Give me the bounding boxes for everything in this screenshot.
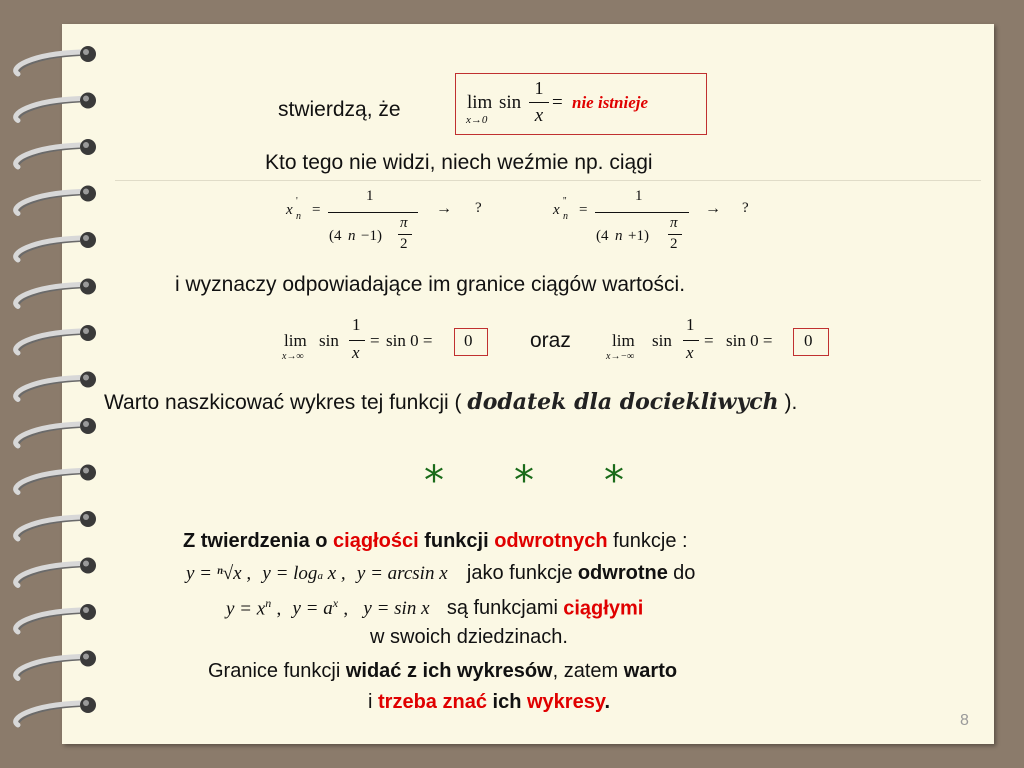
spiral-ring-shadow [18, 334, 80, 355]
lim1-subscript: x→∞ [282, 351, 304, 362]
seq2-two: 2 [670, 236, 678, 252]
seq2-equals: = [579, 202, 588, 218]
seq1-prime: ' [296, 196, 298, 207]
lim1-x: x [352, 343, 360, 362]
lim1-sin0: sin 0 = [386, 331, 433, 350]
theorem-l1-c: funkcji [424, 530, 489, 552]
formula-log: y = log [262, 563, 318, 584]
lim2-one: 1 [686, 315, 695, 334]
kto-tego-line: Kto tego nie widzi, niech weźmie np. ciągi [265, 151, 653, 174]
spiral-ring-shadow [18, 613, 80, 634]
binding-hole-highlight [83, 142, 89, 148]
seq1-pi-bar [398, 234, 412, 235]
sin-label: sin [499, 92, 522, 113]
lim2-result: 0 [804, 331, 813, 350]
lim2-equals: = [704, 331, 714, 350]
binding-hole-highlight [83, 468, 89, 474]
wyznaczy-line: i wyznaczy odpowiadające im granice ciągów wartości. [175, 273, 686, 296]
spiral-ring-shadow [18, 148, 80, 169]
warto-line [104, 389, 797, 415]
binding-hole-highlight [83, 96, 89, 102]
theorem-l3-t1: są funkcjami [446, 597, 558, 620]
lim1-result-box [454, 328, 488, 356]
lim2-subscript: x→−∞ [606, 351, 635, 362]
spiral-ring-shadow [18, 288, 80, 309]
sequence-xn-double-prime [553, 188, 763, 258]
binding-hole-highlight [83, 514, 89, 520]
theorem-l5-c: , zatem [552, 660, 619, 682]
theorem-l5-a: Granice funkcji [208, 660, 341, 682]
formula-power: y = x [226, 598, 266, 620]
spiral-ring-shadow [18, 474, 80, 495]
binding-hole-highlight [83, 700, 89, 706]
seq1-numerator: 1 [366, 188, 374, 204]
warto-pre: Warto naszkicować wykres tej funkcji ( [104, 391, 462, 414]
limit-box [455, 73, 707, 135]
seq2-pi-bar [668, 234, 682, 235]
lim2-sin0: sin 0 = [726, 331, 773, 350]
seq2-prime: '' [563, 196, 567, 207]
fraction-bar [529, 102, 549, 103]
formula-sin: y = sin x [363, 598, 430, 620]
theorem-line-1 [183, 530, 688, 553]
seq1-x: x [286, 202, 293, 218]
seq1-fraction-bar [328, 212, 418, 213]
seq2-fraction-bar [595, 212, 689, 213]
theorem-line-5 [208, 660, 677, 683]
theorem-l6-b: trzeba znać [378, 691, 487, 713]
binding-hole-highlight [83, 421, 89, 427]
theorem-l6-e: . [604, 691, 611, 713]
theorem-line-3 [226, 596, 643, 620]
spiral-ring-shadow [18, 567, 80, 588]
limit-plus-infinity [282, 313, 492, 373]
theorem-l5-b: widać z ich wykresów [345, 660, 553, 682]
theorem-l2-t1: jako funkcje [466, 562, 573, 584]
dodatek-link[interactable]: dodatek dla dociekliwych [467, 389, 779, 415]
formula-exp: y = a [292, 598, 333, 620]
binding-hole-highlight [83, 328, 89, 334]
binding-hole-highlight [83, 607, 89, 613]
lim1-fraction-bar [349, 340, 365, 341]
separator-line [115, 180, 981, 181]
binding-hole-highlight [83, 561, 89, 567]
star-1: * [424, 458, 444, 504]
theorem-l2-t2: odwrotne [577, 562, 668, 584]
seq2-numerator: 1 [635, 188, 643, 204]
lim1-result: 0 [464, 331, 473, 350]
seq1-den-a: (4 [329, 228, 342, 244]
seq2-arrow: → [705, 200, 721, 217]
lim2-sin: sin [652, 331, 672, 350]
lim1-equals: = [370, 331, 380, 350]
binding-hole-highlight [83, 282, 89, 288]
theorem-l3-t2: ciągłymi [563, 597, 644, 620]
spiral-ring-shadow [18, 660, 80, 681]
lim2-lim: lim [612, 331, 635, 350]
spiral-ring-shadow [18, 520, 80, 541]
spiral-ring-shadow [18, 102, 80, 123]
binding-hole-highlight [83, 375, 89, 381]
oraz-text: oraz [530, 329, 571, 352]
theorem-l1-a: Z twierdzenia o [183, 530, 328, 552]
star-2: * [514, 458, 534, 504]
spiral-ring-shadow [18, 427, 80, 448]
lim-label: lim [467, 92, 493, 113]
seq1-arrow: → [436, 200, 452, 217]
binding-hole-highlight [83, 49, 89, 55]
lim-subscript: x→0 [466, 114, 488, 126]
seq1-sub-n: n [296, 211, 301, 222]
formula-arcsin: y = arcsin x [356, 563, 448, 584]
lim2-result-box [793, 328, 829, 356]
spiral-binding [0, 0, 120, 768]
theorem-l6-c: ich [492, 691, 522, 713]
seq2-x: x [553, 202, 560, 218]
spiral-ring-shadow [18, 241, 80, 262]
warto-post: ). [784, 391, 798, 414]
spiral-ring-shadow [18, 706, 80, 727]
theorem-l1-b: ciągłości [333, 530, 419, 552]
seq2-den-n: n [615, 228, 623, 244]
equals-sign: = [552, 92, 563, 113]
lim1-sin: sin [319, 331, 339, 350]
lim2-fraction-bar [683, 340, 699, 341]
lim1-lim: lim [284, 331, 307, 350]
formula-exp-x: x [332, 596, 339, 610]
spiral-ring-shadow [18, 55, 80, 76]
lim1-one: 1 [352, 315, 361, 334]
theorem-line-2 [186, 562, 695, 585]
seq2-pi: π [670, 215, 678, 231]
frac-denominator: x [534, 105, 544, 126]
formula-power-exp: n [265, 596, 272, 610]
spiral-ring-shadow [18, 381, 80, 402]
page-number: 8 [960, 712, 969, 729]
theorem-l1-d: odwrotnych [494, 530, 608, 552]
limit-minus-infinity [606, 313, 836, 373]
comma-2: , [343, 598, 349, 620]
stwierdza-text: stwierdzą, że [278, 98, 401, 121]
binding-hole-highlight [83, 235, 89, 241]
seq1-den-b: −1) [361, 228, 382, 244]
theorem-l2-t3: do [673, 562, 696, 584]
frac-numerator: 1 [534, 78, 544, 98]
theorem-l6-a: i [368, 691, 373, 713]
theorem-line-4: w swoich dziedzinach. [370, 626, 568, 648]
theorem-l6-d: wykresy [526, 691, 605, 713]
seq2-sub-n: n [563, 211, 568, 222]
seq1-equals: = [312, 202, 321, 218]
comma-1: , [276, 598, 282, 620]
formula-log-base: a [317, 570, 323, 582]
seq2-question: ? [742, 200, 749, 216]
binding-hole-highlight [83, 654, 89, 660]
star-3: * [604, 458, 624, 504]
seq1-den-n: n [348, 228, 356, 244]
binding-hole-highlight [83, 189, 89, 195]
seq1-question: ? [475, 200, 482, 216]
lim2-x: x [686, 343, 694, 362]
sequence-xn-prime [286, 188, 486, 258]
spiral-ring-shadow [18, 195, 80, 216]
seq2-den-b: +1) [628, 228, 649, 244]
theorem-l1-e: funkcje : [613, 530, 688, 552]
seq2-den-a: (4 [596, 228, 609, 244]
seq1-two: 2 [400, 236, 408, 252]
formula-log-x: x , [322, 563, 346, 584]
theorem-l5-d: warto [623, 660, 678, 682]
theorem-line-6 [368, 691, 610, 714]
formula-root: y = ⁿ√x , [186, 563, 252, 584]
seq1-pi: π [400, 215, 408, 231]
nie-istnieje-text: nie istnieje [572, 93, 649, 112]
